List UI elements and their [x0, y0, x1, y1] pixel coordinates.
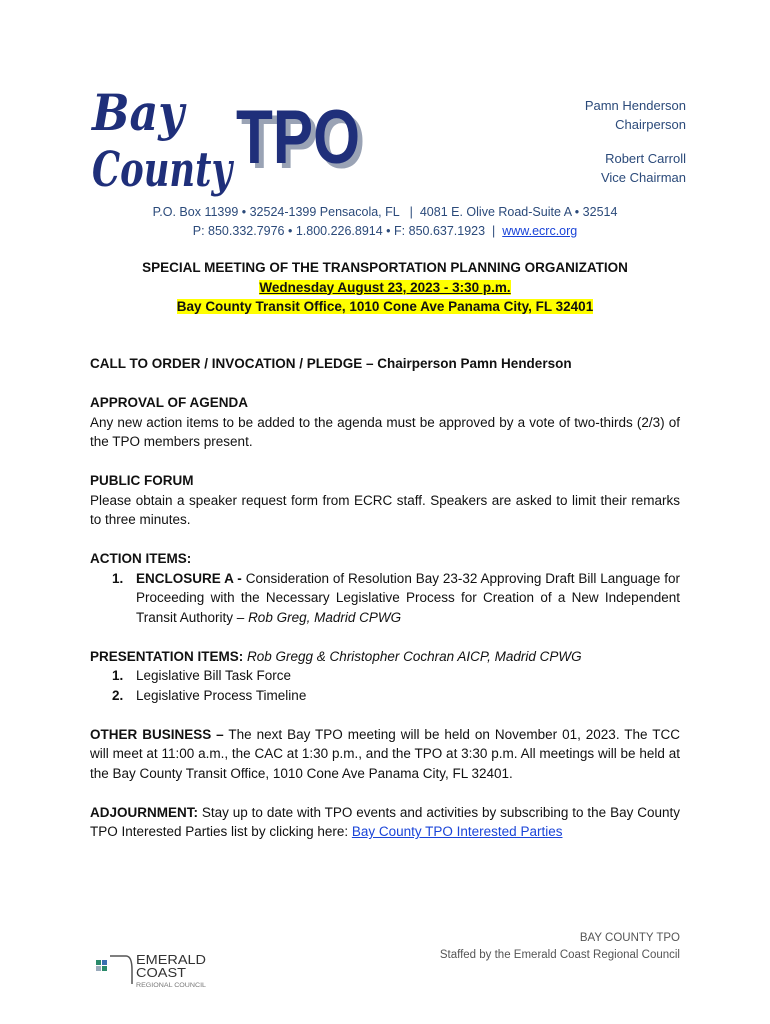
action-item-label: ENCLOSURE A -	[136, 570, 242, 586]
presentation-items-list	[90, 666, 680, 705]
meeting-date: Wednesday August 23, 2023 - 3:30 p.m.	[259, 279, 511, 295]
chair-title: Chairperson	[615, 117, 686, 132]
adjournment-text: Stay up to date with TPO events and activities by subscribing to the Bay County TPO Interested Parties list by clicking here:	[90, 804, 680, 839]
address-line: P.O. Box 11399 • 32524-1399 Pensacola, FL | 4081 E. Olive Road-Suite A • 32514	[152, 205, 618, 219]
emerald-coast-logo	[96, 950, 216, 992]
public-forum-heading: PUBLIC FORUM	[90, 473, 194, 488]
meeting-header	[0, 258, 770, 317]
officers-block	[585, 96, 686, 187]
phone-line	[0, 222, 770, 241]
approval-text: Any new action items to be added to the agenda must be approved by a vote of two-thirds (2/3) of the TPO members present.	[90, 414, 680, 449]
ecrc-line3: REGIONAL COUNCIL	[136, 983, 207, 989]
footer-staffed-by: Staffed by the Emerald Coast Regional Council	[439, 949, 680, 961]
approval-section	[90, 393, 680, 452]
interested-parties-link[interactable]: Bay County TPO Interested Parties	[351, 824, 563, 839]
action-items-section	[90, 549, 680, 627]
vice-chair-name: Robert Carroll	[605, 151, 686, 166]
presentation-item-text: Legislative Bill Task Force	[136, 668, 292, 683]
action-item-presenter: Rob Greg, Madrid CPWG	[248, 609, 402, 625]
vice-chair-title: Vice Chairman	[600, 170, 686, 185]
chair-name: Pamn Henderson	[584, 98, 686, 113]
action-item-text: Consideration of Resolution Bay 23-32 Approving Draft Bill Language for Proceeding with the Necessary Legislative Process for Creation of a New Independent Transit Authority –	[136, 570, 680, 625]
action-item-number: 1.	[112, 570, 124, 586]
address-block	[0, 203, 770, 241]
presentation-item	[90, 666, 680, 686]
logo-county-text: County	[92, 142, 235, 198]
presentation-presenters: Rob Gregg & Christopher Cochran AICP, Madrid CPWG	[243, 648, 582, 664]
phone-text: P: 850.332.7976 • 1.800.226.8914 • F: 850.637.1923 |	[192, 224, 503, 238]
presentation-item-number: 1.	[112, 668, 124, 683]
presentation-item	[90, 686, 680, 706]
meeting-location: Bay County Transit Office, 1010 Cone Ave Panama City, FL 32401	[176, 299, 594, 314]
website-link[interactable]: www.ecrc.org	[502, 224, 578, 238]
public-forum-text: Please obtain a speaker request form from ECRC staff. Speakers are asked to limit their remarks to three minutes.	[90, 492, 680, 527]
presentation-items-heading: PRESENTATION ITEMS:	[90, 648, 244, 664]
logo-tpo-shadow: TPO	[241, 100, 365, 185]
footer-block	[440, 930, 680, 964]
ecrc-line1: EMERALD	[136, 952, 206, 967]
presentation-item-number: 2.	[112, 687, 124, 703]
logo-tpo-text: TPO	[236, 95, 360, 180]
action-items-list	[90, 569, 680, 628]
call-to-order: CALL TO ORDER / INVOCATION / PLEDGE – Chairperson Pamn Henderson	[90, 356, 572, 371]
footer-org: BAY COUNTY TPO	[579, 932, 680, 944]
other-business-heading: OTHER BUSINESS –	[90, 726, 224, 742]
presentation-item-text: Legislative Process Timeline	[136, 687, 307, 703]
adjournment-section	[90, 803, 680, 842]
action-items-heading: ACTION ITEMS:	[90, 551, 192, 566]
public-forum-section	[90, 471, 680, 530]
approval-heading: APPROVAL OF AGENDA	[90, 395, 249, 410]
logo-bay-text: Bay	[90, 83, 187, 142]
agenda-body	[90, 354, 680, 861]
adjournment-heading: ADJOURNMENT:	[90, 804, 198, 820]
action-item	[90, 569, 680, 628]
meeting-title: SPECIAL MEETING OF THE TRANSPORTATION PLANNING ORGANIZATION	[142, 260, 628, 275]
other-business-section	[90, 725, 680, 784]
other-business-text: The next Bay TPO meeting will be held on November 01, 2023. The TCC will meet at 11:00 a.m., the CAC at 1:30 p.m., and the TPO at 3:30 p.m. All meetings will be held at the Bay County Transit Office, 1010 Cone Ave Panama City, FL 32401.	[90, 726, 680, 781]
ecrc-line2: COAST	[136, 965, 187, 980]
bay-county-tpo-logo	[88, 78, 378, 198]
presentation-items-section	[90, 647, 680, 706]
